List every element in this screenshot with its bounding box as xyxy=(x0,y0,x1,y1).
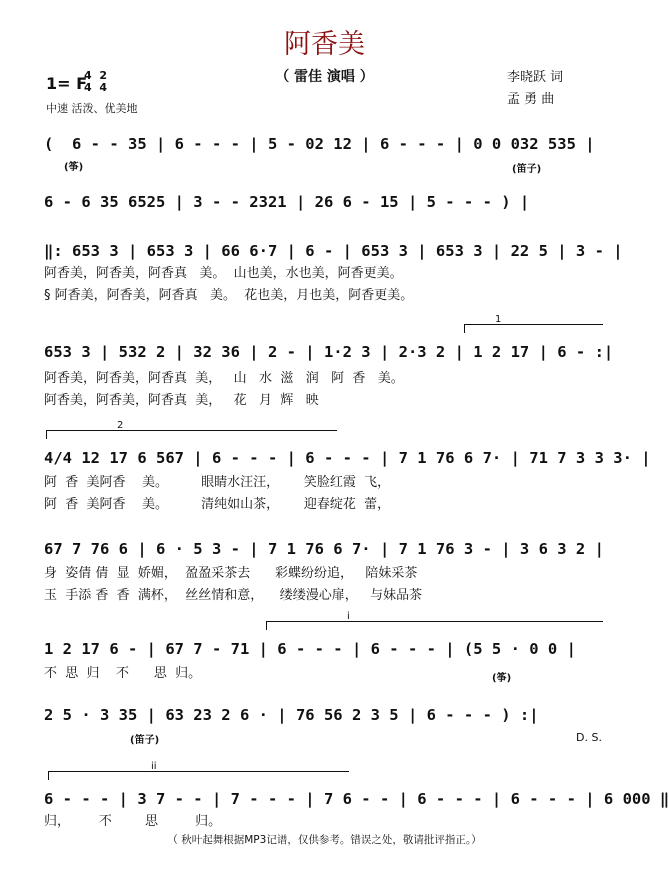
score-row-7 xyxy=(44,611,602,684)
lyric-verse-1: 身 姿倩 倩 显 娇媚， 盈盈采茶去 彩蝶纷纷追， 陪妹采茶 xyxy=(44,566,418,581)
key-signature: 1= F xyxy=(46,74,88,93)
tempo-marking: 中速 活泼、优美地 xyxy=(46,102,138,115)
volta-bracket: 2 xyxy=(46,430,337,439)
volta-bracket: i xyxy=(266,621,603,630)
instrument-label: (筝) xyxy=(492,673,512,684)
footnote: （ 秋叶起舞根据MP3记谱，仅供参考。错误之处，敬请批评指正。） xyxy=(167,834,482,846)
notation-line: 4/4 12 17 6 567 | 6 - - - | 6 - - - | 7 1 76 6 7· | 71 7 3 3 3· | xyxy=(44,449,651,467)
notation-line: 2 5 · 3 35 | 63 23 2 6 · | 76 56 2 3 5 | 6 - - - ) :| xyxy=(44,706,539,724)
dal-segno-mark: D. S. xyxy=(576,731,602,744)
score-row-3 xyxy=(44,239,623,303)
lyric-verse-2: 阿 香 美阿香 美。 清纯如山茶， 迎春绽花 蕾， xyxy=(44,497,391,512)
notation-line: 6 - - - | 3 7 - - | 7 - - - | 7 6 - - | 6 - - - | 6 - - - | 6 000 ‖ xyxy=(44,790,669,808)
volta-bracket: 1 xyxy=(464,324,603,333)
lyric-verse-1: 归， 不 思 归。 xyxy=(44,814,222,829)
notation-line: 653 3 | 532 2 | 32 36 | 2 - | 1·2 3 | 2·3 2 | 1 2 17 | 6 - :| xyxy=(44,343,614,361)
notation-line: 67 7 76 6 | 6 · 5 3 - | 7 1 76 6 7· | 7 1 76 3 - | 3 6 3 2 | xyxy=(44,540,604,558)
score-row-8 xyxy=(44,703,602,746)
lyric-verse-1: 不 思 归 不 思 归。 xyxy=(44,666,202,681)
lyric-verse-2: § 阿香美，阿香美，阿香真 美。 花也美，月也美，阿香更美。 xyxy=(44,288,414,303)
lyric-verse-2: 玉 手添 香 香 满杯， 丝丝情和意， 缕缕漫心扉， 与妹品茶 xyxy=(44,588,423,603)
lyric-verse-2: 阿香美，阿香美，阿香真 美， 花 月 辉 映 xyxy=(44,393,319,408)
instrument-label: (笛子) xyxy=(512,164,542,175)
score-row-5 xyxy=(44,420,651,512)
singer-credit: （ 雷佳 演唱 ） xyxy=(275,69,374,85)
composer-credit: 孟 勇 曲 xyxy=(507,92,555,107)
score-row-1 xyxy=(44,132,602,175)
score-row-2 xyxy=(44,190,602,214)
lyric-verse-1: 阿香美，阿香美，阿香真 美。 山也美，水也美，阿香更美。 xyxy=(44,266,403,281)
instrument-label: (筝) xyxy=(64,162,84,173)
instrument-label: (笛子) xyxy=(130,735,160,746)
score-row-6 xyxy=(44,537,604,603)
notation-line: ( 6 - - 35 | 6 - - - | 5 - 02 12 | 6 - - - | 0 0 032 535 | xyxy=(44,135,595,153)
time-signature: 4 2 4 4 xyxy=(84,69,107,94)
notation-line: 1 2 17 6 - | 67 7 - 71 | 6 - - - | 6 - - - | (5 5 · 0 0 | xyxy=(44,640,576,658)
page-title: 阿香美 xyxy=(284,29,365,60)
lyricist-credit: 李晓跃 词 xyxy=(507,70,564,85)
lyric-verse-1: 阿 香 美阿香 美。 眼睛水汪汪， 笑脸红霞 飞， xyxy=(44,475,391,490)
volta-bracket: ii xyxy=(48,771,349,780)
notation-line: 6 - 6 35 6525 | 3 - - 2321 | 26 6 - 15 | 5 - - - ) | xyxy=(44,193,530,211)
lyric-verse-1: 阿香美，阿香美，阿香真 美， 山 水 滋 润 阿 香 美。 xyxy=(44,371,404,386)
notation-line: ‖: 653 3 | 653 3 | 66 6·7 | 6 - | 653 3 | 653 3 | 22 5 | 3 - | xyxy=(44,242,623,260)
score-row-4 xyxy=(44,314,614,408)
score-row-9 xyxy=(44,761,669,829)
